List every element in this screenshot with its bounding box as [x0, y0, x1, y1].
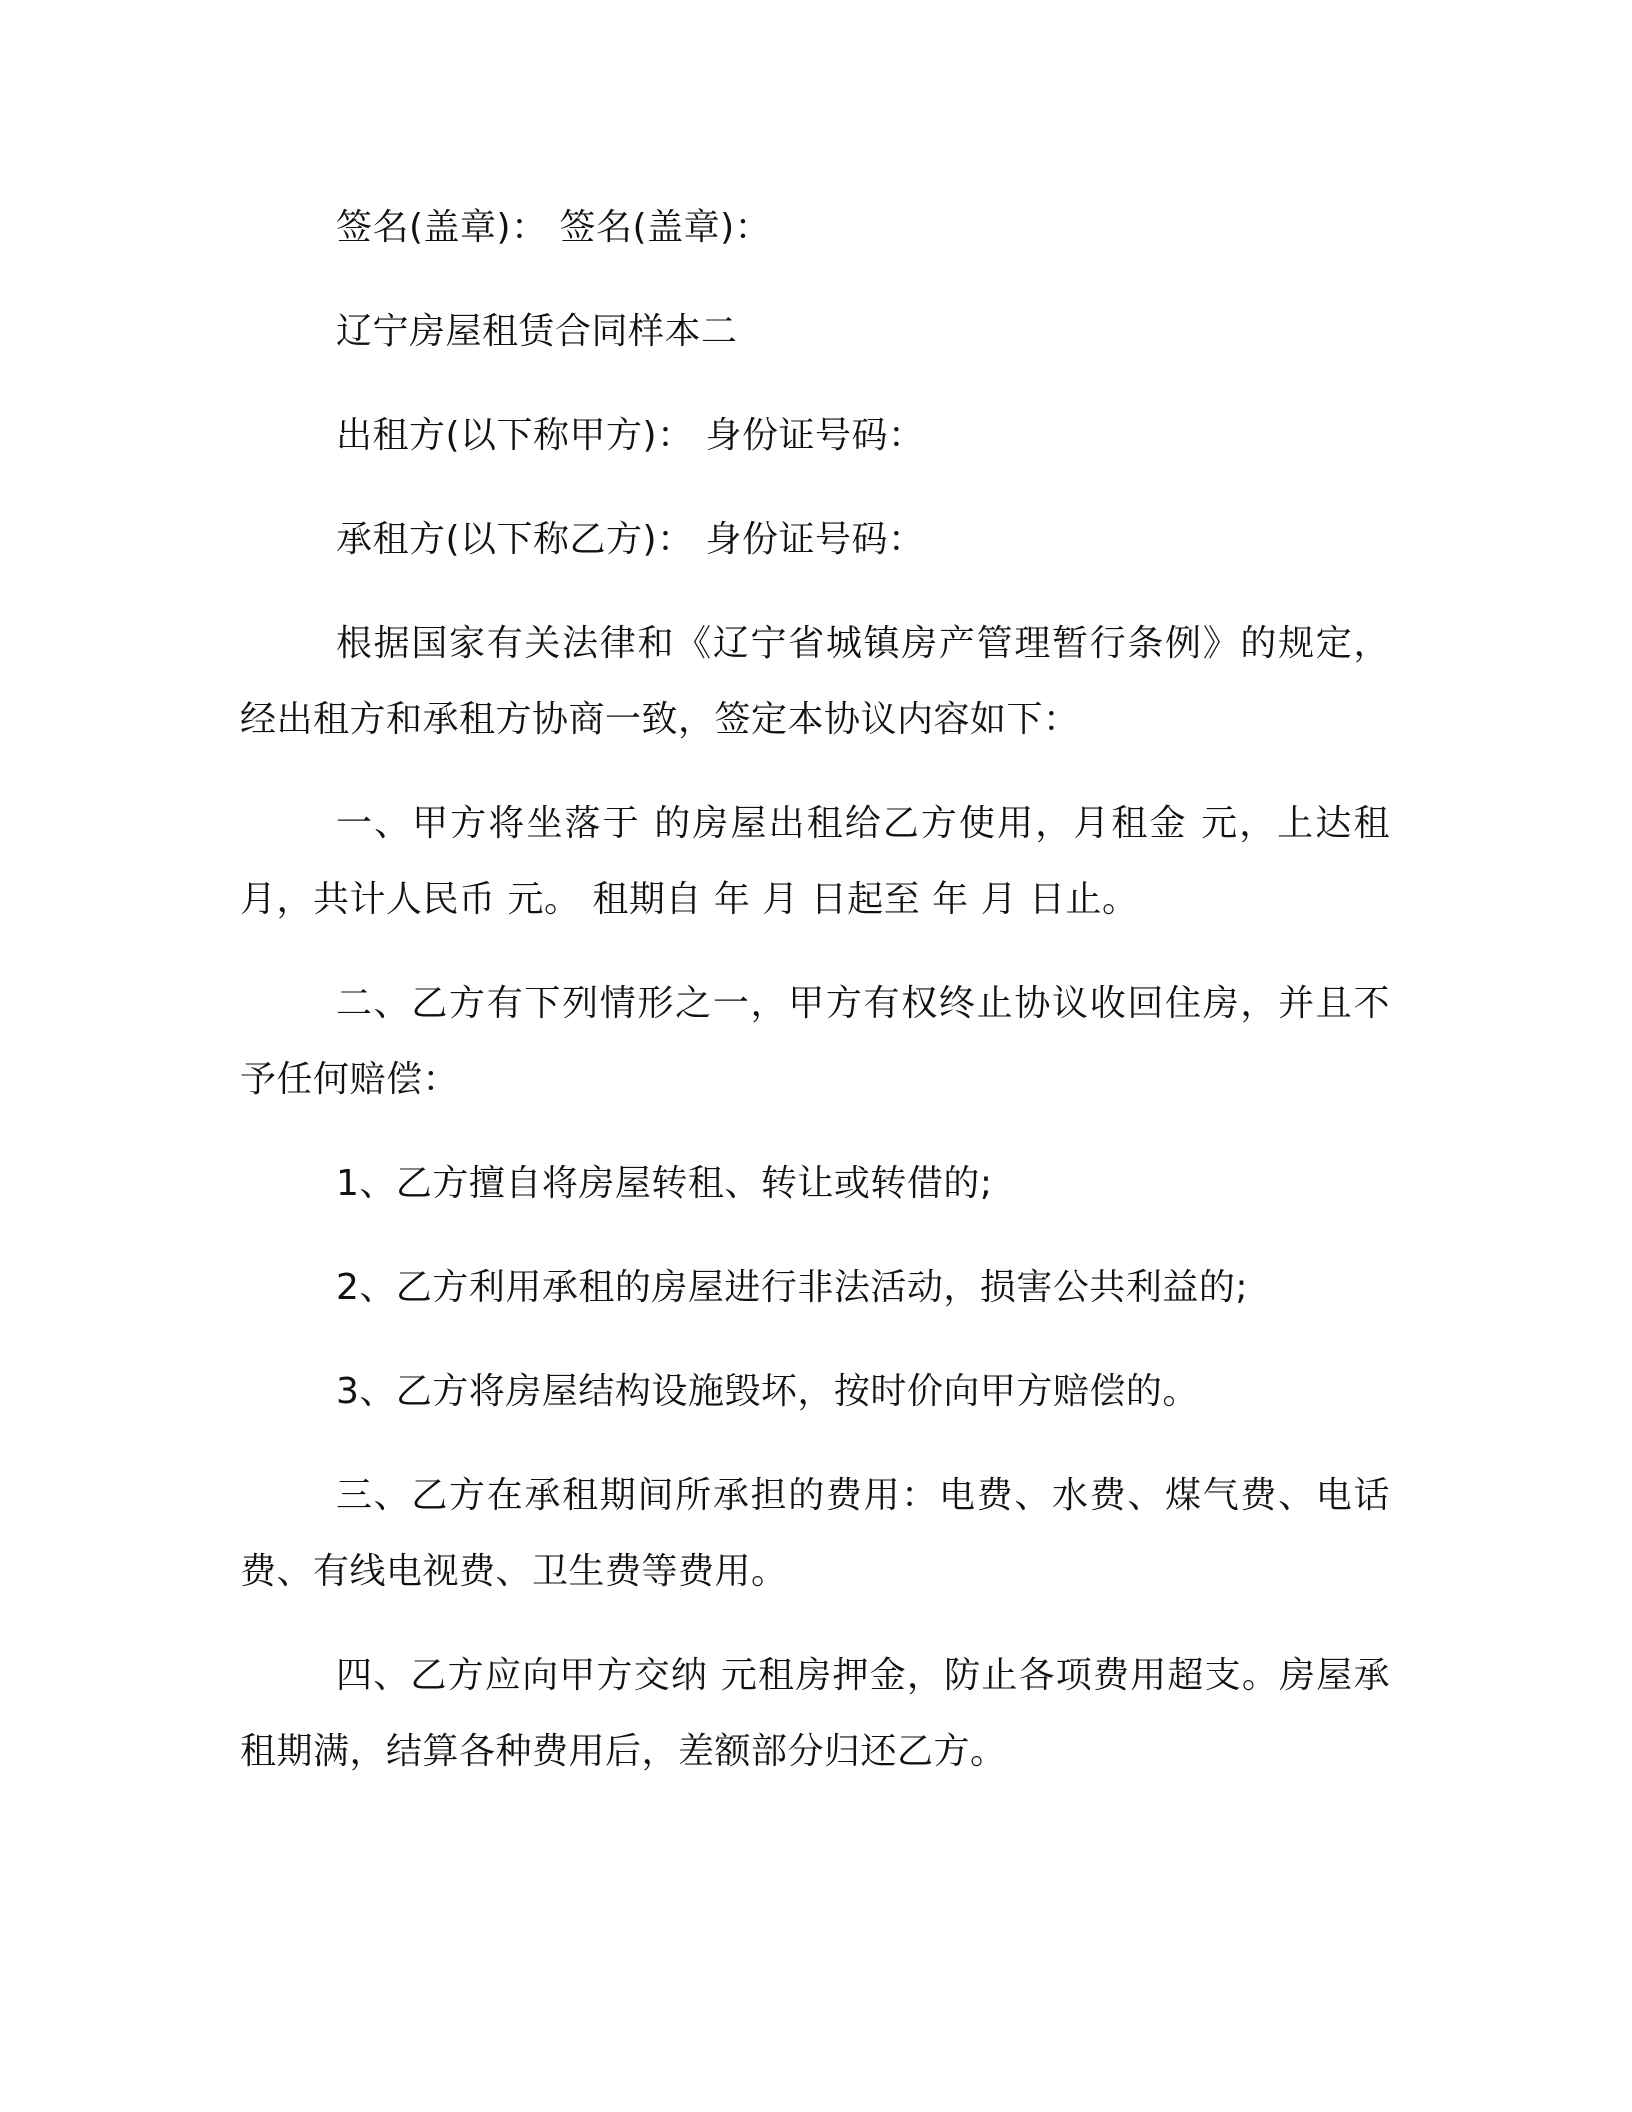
document-body	[240, 190, 1390, 1818]
clause-two-item-3: 3、乙方将房屋结构设施毁坏，按时价向甲方赔偿的。	[336, 1371, 1199, 1412]
clause-four: 四、乙方应向甲方交纳 元租房押金，防止各项费用超支。房屋承租期满，结算各种费用后，差额部分归还乙方。	[240, 1655, 1390, 1772]
preamble-paragraph: 根据国家有关法律和《辽宁省城镇房产管理暂行条例》的规定，经出租方和承租方协商一致，签定本协议内容如下：	[240, 623, 1390, 740]
clause-two: 二、乙方有下列情形之一，甲方有权终止协议收回住房，并且不予任何赔偿：	[240, 983, 1390, 1100]
section-title: 辽宁房屋租赁合同样本二	[336, 311, 738, 352]
clause-two-item-2: 2、乙方利用承租的房屋进行非法活动，损害公共利益的;	[336, 1267, 1249, 1308]
signature-line: 签名(盖章)： 签名(盖章)：	[336, 207, 772, 248]
clause-one: 一、甲方将坐落于 的房屋出租给乙方使用，月租金 元，上达租月，共计人民币 元。 租期自 年 月 日起至 年 月 日止。	[240, 803, 1390, 920]
clause-three: 三、乙方在承租期间所承担的费用：电费、水费、煤气费、电话费、有线电视费、卫生费等费用。	[240, 1475, 1390, 1592]
clause-two-item-1: 1、乙方擅自将房屋转租、转让或转借的;	[336, 1163, 993, 1204]
lessor-line: 出租方(以下称甲方)： 身份证号码：	[336, 415, 925, 456]
lessee-line: 承租方(以下称乙方)： 身份证号码：	[336, 519, 925, 560]
